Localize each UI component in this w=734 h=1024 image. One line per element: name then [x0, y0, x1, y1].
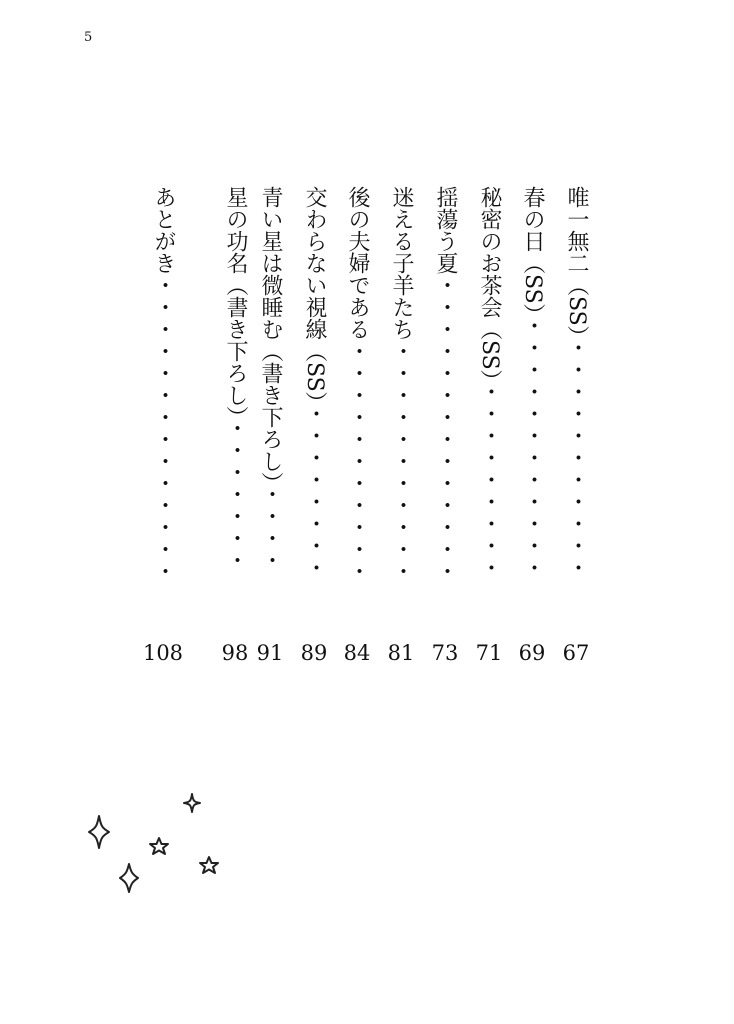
- toc-entry-5: [383, 186, 419, 676]
- toc-entry-page: 73: [431, 641, 459, 665]
- toc-entry-6: [339, 186, 375, 676]
- toc-entry-10: [142, 186, 184, 676]
- toc-entry-page: 89: [300, 641, 328, 665]
- toc-entry-title: 交わらない視線（SS）・・・・・・・・: [302, 186, 327, 579]
- toc-entry-1: [558, 186, 594, 676]
- toc-entry-title: 春の日（SS）・・・・・・・・・・・・: [520, 186, 545, 579]
- star-outline-icon: [200, 857, 218, 873]
- toc-entry-title: 揺蕩う夏・・・・・・・・・・・・・・: [433, 186, 458, 582]
- star-outline-icon: [150, 838, 168, 854]
- toc-entry-page: 69: [518, 641, 546, 665]
- sparkle-icon: [89, 816, 109, 848]
- toc-entry-title: 青い星は微睡む（書き下ろし）・・・・: [258, 186, 283, 571]
- toc-entry-page: 67: [562, 641, 590, 665]
- toc-entry-page: 84: [343, 641, 371, 665]
- toc-entry-3: [471, 186, 507, 676]
- toc-entry-8: [252, 186, 288, 676]
- toc-entry-title: 唯一無二（SS）・・・・・・・・・・・: [564, 186, 589, 579]
- page-number: 5: [84, 30, 93, 45]
- toc-entry-2: [514, 186, 550, 676]
- sparkle-icon: [120, 864, 138, 892]
- toc-entry-title: 後の夫婦である・・・・・・・・・・・: [345, 186, 370, 582]
- toc-entry-title: あとがき・・・・・・・・・・・・・・: [151, 186, 176, 582]
- toc-entry-page: 71: [475, 641, 503, 665]
- star-decoration-art: [82, 790, 232, 900]
- toc-entry-page: 91: [256, 641, 284, 665]
- toc-entry-page: 108: [142, 641, 184, 665]
- toc-entry-page: 98: [221, 641, 249, 665]
- toc-entry-7: [296, 186, 332, 676]
- sparkle-icon: [184, 794, 200, 812]
- toc-entry-title: 迷える子羊たち・・・・・・・・・・・: [389, 186, 414, 582]
- toc-entry-title: 星の功名（書き下ろし）・・・・・・・: [223, 186, 248, 571]
- toc-entry-title: 秘密のお茶会（SS）・・・・・・・・・: [477, 186, 502, 579]
- toc-entry-page: 81: [387, 641, 415, 665]
- star-decoration: [82, 790, 232, 900]
- toc-entry-4: [427, 186, 463, 676]
- table-of-contents: [0, 186, 734, 676]
- toc-entry-9: [217, 186, 253, 676]
